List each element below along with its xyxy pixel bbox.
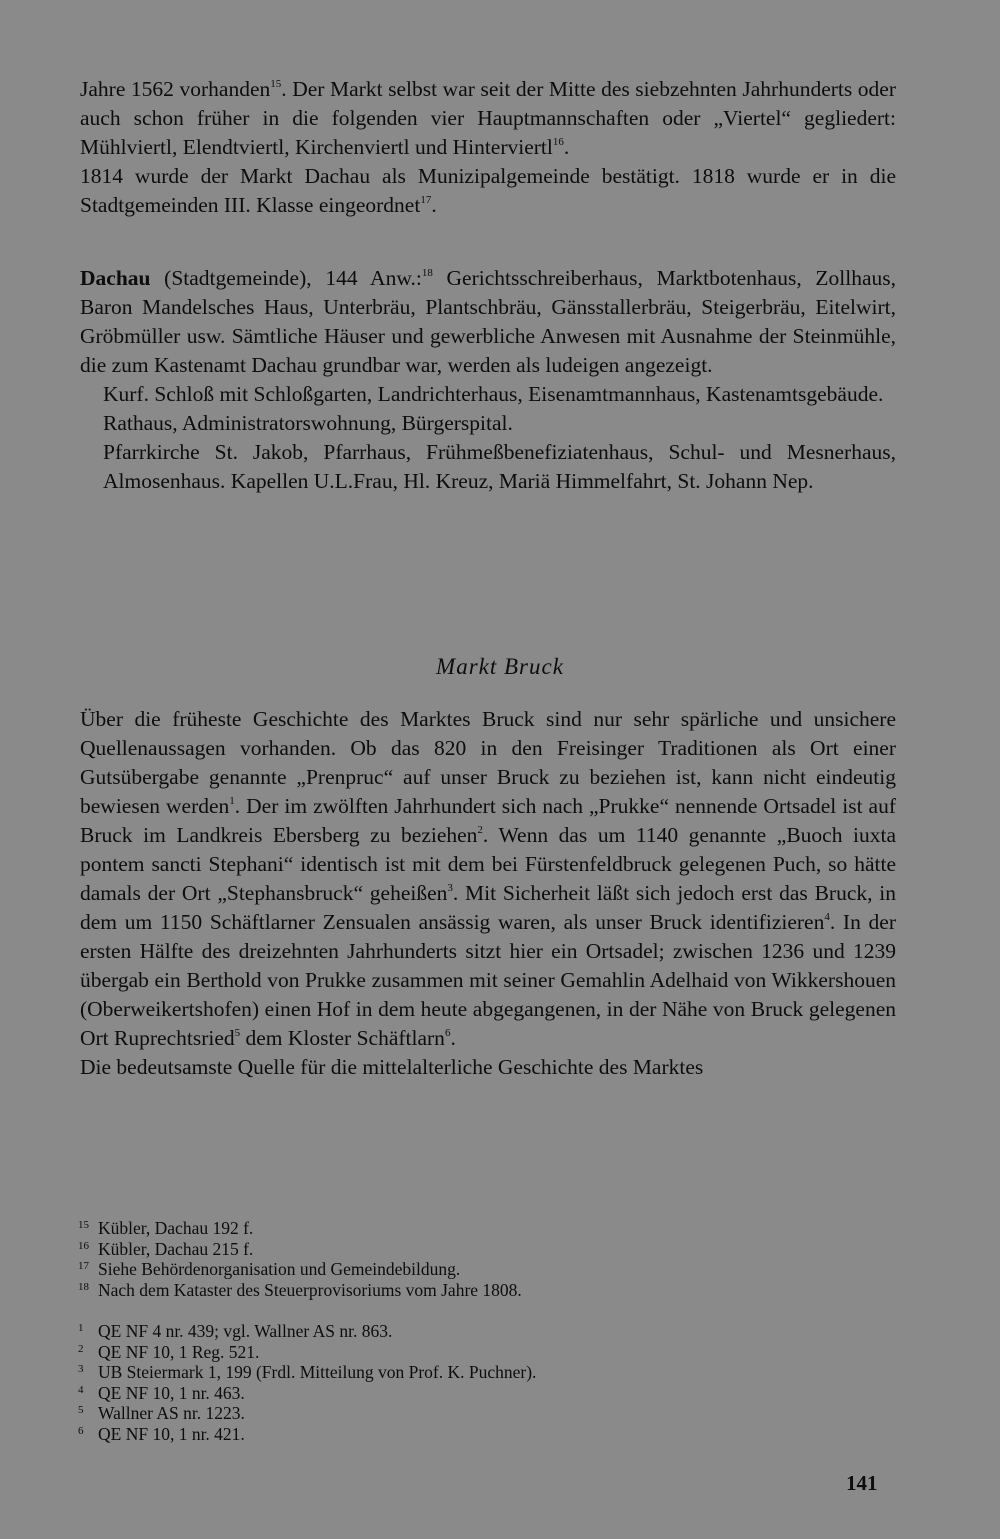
paragraph-group-dachau-history [80,75,896,220]
paragraph-bedeutsamste-quelle: Die bedeutsamste Quelle für die mittelalterliche Geschichte des Marktes [80,1055,704,1079]
footnote-text: Nach dem Kataster des Steuerprovisoriums vom Jahre 1808. [98,1279,522,1300]
paragraph-pfarrkirche: Pfarrkirche St. Jakob, Pfarrhaus, Frühmeßbenefiziatenhaus, Schul- und Mesnerhaus, Almosenhaus. Kapellen U.L.Frau, Hl. Kreuz, Mariä Himmelfahrt, St. Johann Nep. [103,440,896,493]
text-run: Über die früheste Geschichte des Marktes Bruck sind nur sehr spärliche und unsichere Quellenaussagen vorhanden. Ob das 820 in den Freisinger Traditionen als Ort einer Gutsübergabe genannte „Prenpruc“ auf unser Bruck zu beziehen ist, kann nicht eindeutig bewiesen werden [80,707,896,818]
paragraph-stadtgemeinde [80,264,896,380]
footnote-ref: 1 [229,795,235,807]
footnotes-bruck [78,1321,898,1444]
footnote-text: Siehe Behördenorganisation und Gemeindebildung. [98,1259,461,1279]
text-run: dem Kloster Schäftlarn [240,1026,445,1050]
footnote: 1 QE NF 4 nr. 439; vgl. Wallner AS nr. 863. [78,1321,393,1341]
text-run: . Wenn das um 1140 genannte „Buoch iuxta pontem sancti Stephani“ identisch ist mit dem bei Fürstenfeldbruck gelegenen Puch, so hätte damals der Ort „Stephansbruck“ geheißen [80,823,896,905]
paragraph-markt-viertel [80,75,896,162]
footnote-text: QE NF 10, 1 nr. 463. [98,1382,245,1403]
footnote: 17 Siehe Behördenorganisation und Gemeindebildung. [78,1259,461,1279]
footnote-ref: 15 [270,78,282,90]
paragraph-schloss: Kurf. Schloß mit Schloßgarten, Landrichterhaus, Eisenamtmannhaus, Kastenamtsgebäude. [103,382,884,406]
text-run: (Stadtgemeinde), 144 Anw.: [150,266,422,290]
text-run: . Der im zwölften Jahrhundert sich nach „Prukke“ nennende Ortsadel ist auf Bruck im Landkreis Ebersberg zu beziehen [80,794,896,847]
paragraph-rathaus: Rathaus, Administratorswohnung, Bürgerspital. [103,411,513,435]
footnote-ref: 5 [234,1027,241,1039]
footnote: 5 Wallner AS nr. 1223. [78,1403,245,1423]
paragraph-munizipalgemeinde [80,162,896,220]
page-number: 141 [846,1471,878,1495]
paragraph-bruck-history [80,705,896,1053]
footnote-ref: 3 [447,882,453,894]
footnote-ref: 17 [420,194,432,206]
footnote: 18 Nach dem Kataster des Steuerprovisoriums vom Jahre 1808. [78,1279,522,1300]
footnote: 6 QE NF 10, 1 nr. 421. [78,1423,245,1444]
text-run: . Der Markt selbst war seit der Mitte des siebzehnten Jahrhunderts oder auch schon früher in die folgenden vier Hauptmannschaften oder „Viertel“ gegliedert: Mühlviertl, Elendtviertl, Kirchenviertl und Hinterviertl [80,77,897,159]
footnote-text: Wallner AS nr. 1223. [98,1403,245,1423]
text-run: . [563,135,570,159]
footnote-text: QE NF 10, 1 nr. 421. [98,1423,245,1444]
footnote-ref: 16 [552,136,564,148]
footnote-ref: 18 [421,267,433,279]
footnote-ref: 4 [824,911,830,923]
footnote: 2 QE NF 10, 1 Reg. 521. [78,1341,260,1362]
footnote: 15 Kübler, Dachau 192 f. [78,1218,254,1238]
footnote: 3 UB Steiermark 1, 199 (Frdl. Mitteilung von Prof. K. Puchner). [78,1362,537,1382]
section-heading: Markt Bruck [436,654,564,679]
text-run: . [450,1026,456,1050]
footnotes-dachau [78,1218,898,1300]
text-run: . [431,193,437,217]
footnote-text: QE NF 4 nr. 439; vgl. Wallner AS nr. 863. [98,1321,393,1341]
text-run: Gerichtsschreiberhaus, Marktbotenhaus, Zollhaus, Baron Mandelsches Haus, Unterbräu, Plantschbräu, Gänsstallerbräu, Steigerbräu, Eitelwirt, Gröbmüller usw. Sämtliche Häuser und gewerbliche Anwesen mit Ausnahme der Steinmühle, die zum Kastenamt Dachau grundbar war, werden als ludeigen angezeigt. [80,266,896,377]
paragraph-group-bruck [80,705,896,1082]
place-name: Dachau [80,266,151,290]
text-run: 1814 wurde der Markt Dachau als Munizipalgemeinde bestätigt. 1818 wurde er in die Stadtgemeinden III. Klasse eingeordnet [80,164,896,217]
footnote: 16 Kübler, Dachau 215 f. [78,1238,254,1259]
text-run: . In der ersten Hälfte des dreizehnten Jahrhunderts sitzt hier ein Ortsadel; zwischen 1236 und 1239 übergab ein Berthold von Prukke zusammen mit seiner Gemahlin Adelhaid von Wikkershouen (Oberweikertshofen) einen Hof in dem heute abgegangenen, in der Nähe von Bruck gelegenen Ort Ruprechtsried [80,910,896,1050]
text-run: . Mit Sicherheit läßt sich jedoch erst das Bruck, in dem um 1150 Schäftlarner Zensualen ansässig waren, als unser Bruck identifizieren [80,881,896,934]
paragraph-group-dachau-buildings [80,264,896,496]
footnote-text: Kübler, Dachau 215 f. [98,1238,254,1259]
footnote-text: Kübler, Dachau 192 f. [98,1218,254,1238]
footnote-ref: 2 [477,824,483,836]
footnote: 4 QE NF 10, 1 nr. 463. [78,1382,245,1403]
footnote-text: QE NF 10, 1 Reg. 521. [98,1341,260,1362]
text-run: Jahre 1562 vorhanden [80,77,271,101]
footnote-text: UB Steiermark 1, 199 (Frdl. Mitteilung von Prof. K. Puchner). [98,1362,537,1382]
footnote-ref: 6 [444,1027,451,1039]
